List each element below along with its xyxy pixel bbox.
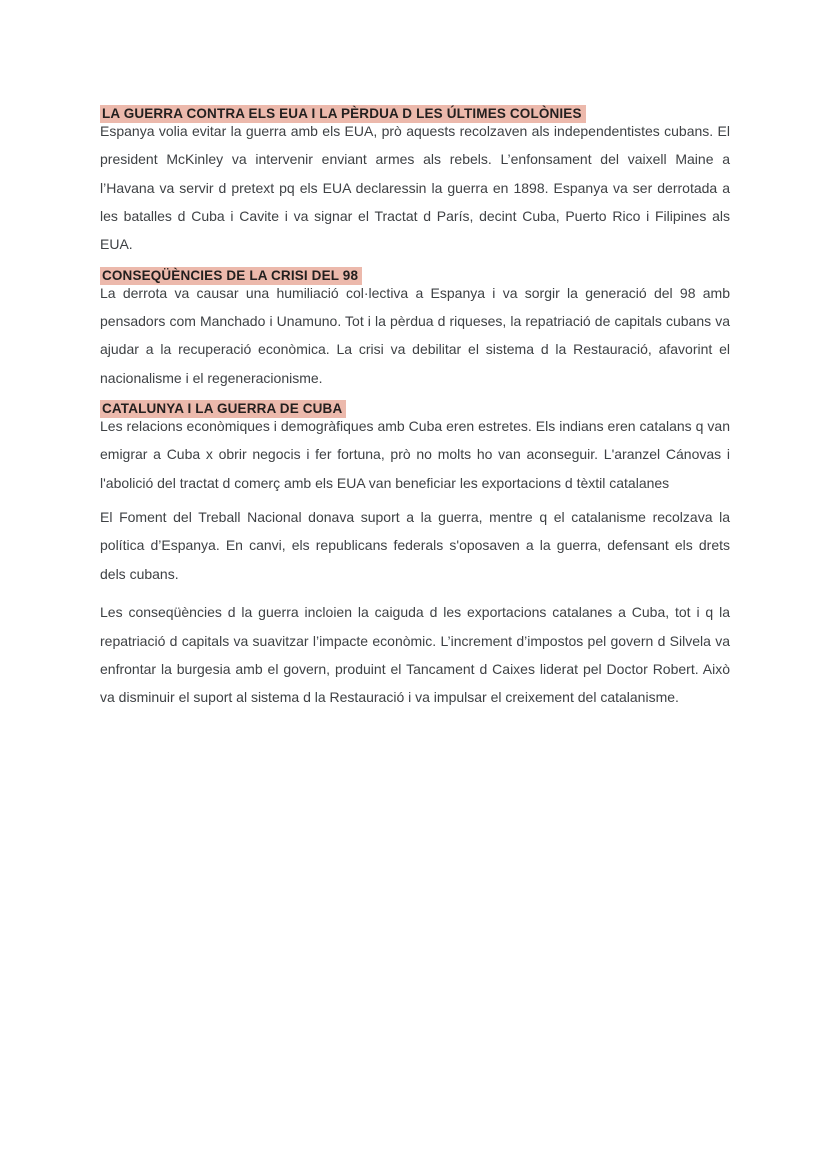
document-content — [100, 97, 730, 712]
heading-highlight: CATALUNYA I LA GUERRA DE CUBA — [100, 400, 346, 418]
heading-highlight: CONSEQÜÈNCIES DE LA CRISI DEL 98 — [100, 267, 362, 285]
section-consequencies-crisi-98 — [100, 259, 730, 392]
heading-highlight: LA GUERRA CONTRA ELS EUA I LA PÈRDUA D LES ÚLTIMES COLÒNIES — [100, 105, 586, 123]
section-catalunya-guerra-cuba — [100, 392, 730, 711]
section-heading — [100, 259, 730, 283]
paragraph: Les relacions econòmiques i demogràfiques amb Cuba eren estretes. Els indians eren catalans q van emigrar a Cuba x obrir negocis i fer fortuna, prò no molts ho van aconseguir. L'aranzel Cánovas i l'abolició del tractat d comerç amb els EUA van beneficiar les exportacions d tèxtil catalanes — [100, 418, 730, 491]
section-heading — [100, 97, 730, 121]
section-heading — [100, 392, 730, 417]
paragraph: El Foment del Treball Nacional donava suport a la guerra, mentre q el catalanisme recolzava la política d’Espanya. En canvi, els republicans federals s'oposaven a la guerra, defensant els drets dels cubans. — [100, 509, 730, 582]
section-guerra-contra-eua — [100, 97, 730, 259]
paragraph: Espanya volia evitar la guerra amb els EUA, prò aquests recolzaven als independentistes cubans. El president McKinley va intervenir enviant armes als rebels. L’enfonsament del vaixell Maine a l’Havana va servir d pretext pq els EUA declaressin la guerra en 1898. Espanya va ser derrotada a les batalles d Cuba i Cavite i va signar el Tractat d París, decint Cuba, Puerto Rico i Filipines als EUA. — [100, 123, 730, 253]
paragraph: La derrota va causar una humiliació col·lectiva a Espanya i va sorgir la generació del 98 amb pensadors com Manchado i Unamuno. Tot i la pèrdua d riqueses, la repatriació de capitals cubans va ajudar a la recuperació econòmica. La crisi va debilitar el sistema d la Restauració, afavorint el nacionalisme i el regeneracionisme. — [100, 284, 730, 386]
paragraph: Les conseqüències d la guerra incloien la caiguda d les exportacions catalanes a Cuba, tot i q la repatriació d capitals va suavitzar l’impacte econòmic. L’increment d’impostos pel govern d Silvela va enfrontar la burgesia amb el govern, produint el Tancament d Caixes liderat pel Doctor Robert. Això va disminuir el suport al sistema d la Restauració i va impulsar el creixement del catalanisme. — [100, 604, 730, 706]
